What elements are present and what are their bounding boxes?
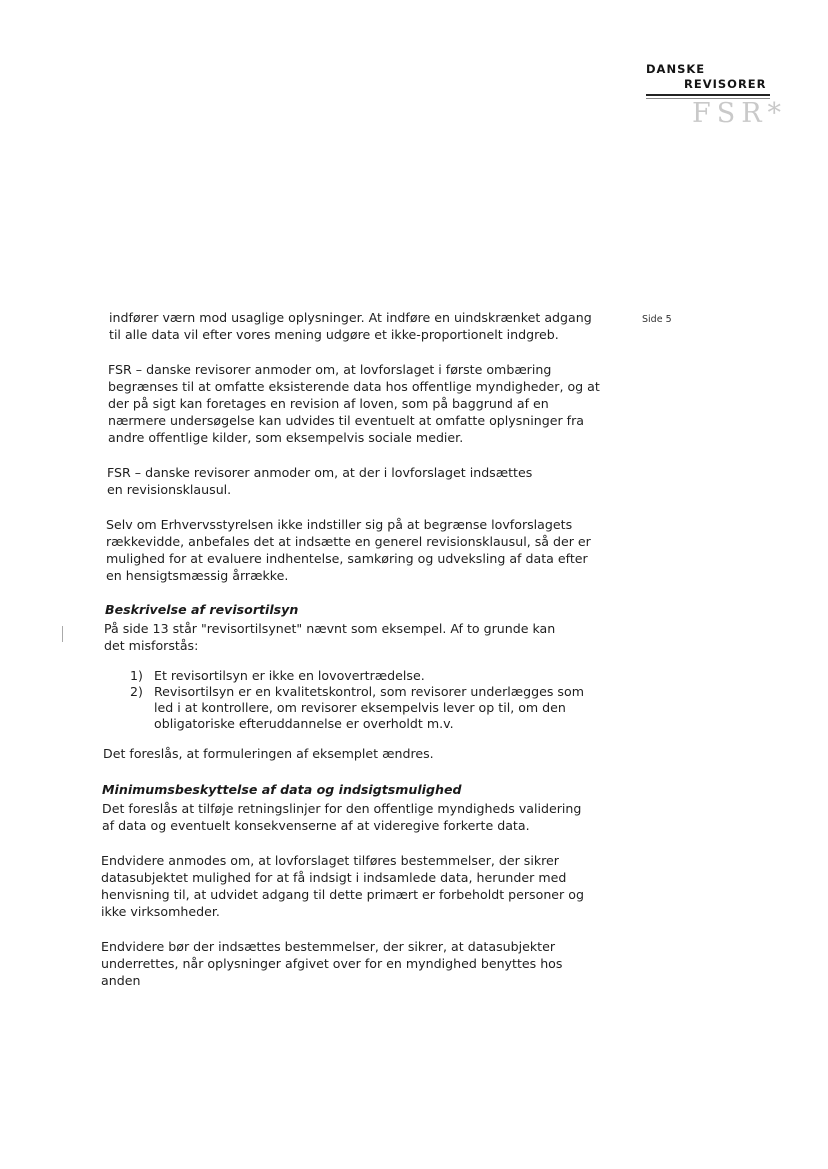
list-item-text: Revisortilsyn er en kvalitetskontrol, som revisorer underlægges som led i at kontrollere, om revisorer eksempelvis lever op til, om den obligatoriske efteruddannelse er overholdt m.v. (154, 684, 584, 731)
logo-line-revisorer: REVISORER (684, 77, 767, 91)
paragraph-notification: Endvidere bør der indsættes bestemmelser, der sikrer, at datasubjekter underrettes, når oplysninger afgivet over for en myndighed benyttes hos anden (101, 939, 563, 988)
margin-mark (62, 626, 63, 642)
list-item-number: 2) (130, 684, 143, 699)
page-number: Side 5 (642, 314, 672, 325)
list-item (130, 668, 600, 684)
paragraph-proposal-example: Det foreslås, at formuleringen af eksemplet ændres. (103, 746, 434, 761)
list-item-text: Et revisortilsyn er ikke en lovovertrædelse. (154, 668, 425, 683)
paragraph-validation-guidelines: Det foreslås at tilføje retningslinjer for den offentlige myndigheds validering af data og eventuelt konsekvenserne af at videregive forkerte data. (102, 801, 582, 833)
logo-line-danske: DANSKE (646, 62, 706, 76)
paragraph-revision-clause-request: FSR – danske revisorer anmoder om, at der i lovforslaget indsættes en revisionsklausul. (107, 465, 533, 497)
heading-revisortilsyn: Beskrivelse af revisortilsyn (105, 602, 299, 617)
list-item-number: 1) (130, 668, 143, 683)
paragraph-revisortilsyn-intro: På side 13 står "revisortilsynet" nævnt som eksempel. Af to grunde kan det misforstås: (104, 621, 556, 653)
paragraph-revision-clause-recommendation: Selv om Erhvervsstyrelsen ikke indstiller sig på at begrænse lovforslagets rækkevidde, anbefales det at indsætte en generel revisionsklausul, så der er mulighed for at evaluere indhentelse, samkøring og udveksling af data efter en hensigtsmæssig årrække. (106, 517, 591, 583)
paragraph-proportionality: indfører værn mod usaglige oplysninger. At indføre en uindskrænket adgang til alle data vil efter vores mening udgøre et ikke-proportionelt indgreb. (109, 310, 592, 342)
paragraph-insight-access: Endvidere anmodes om, at lovforslaget tilføres bestemmelser, der sikrer datasubjektet mulighed for at få indsigt i indsamlede data, herunder med henvisning til, at udvidet adgang til dette primært er forbeholdt personer og ikke virksomheder. (101, 853, 584, 919)
list-item (130, 684, 600, 732)
heading-minimumsbeskyttelse: Minimumsbeskyttelse af data og indsigtsmulighed (102, 782, 462, 797)
logo-fsr-mark: FSR* (692, 98, 788, 129)
paragraph-limit-scope: FSR – danske revisorer anmoder om, at lovforslaget i første ombæring begrænses til at omfatte eksisterende data hos offentlige myndigheder, og at der på sigt kan foretages en revision af loven, som på baggrund af en nærmere undersøgelse kan udvides til eventuelt at omfatte oplysninger fra andre offentlige kilder, som eksempelvis sociale medier. (108, 362, 600, 445)
